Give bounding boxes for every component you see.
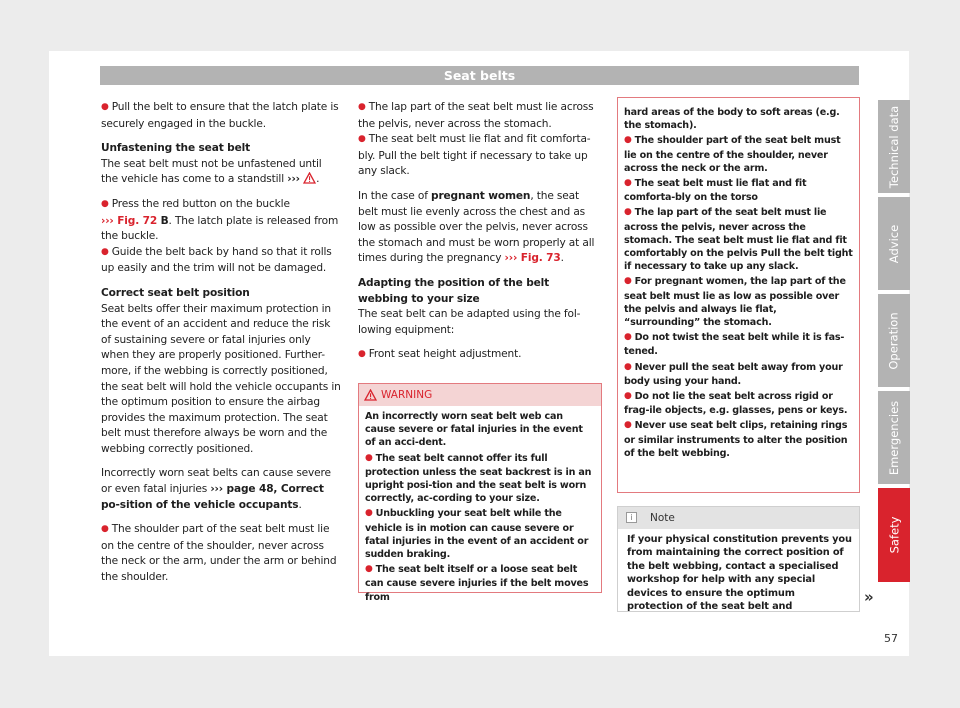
paragraph: In the case of pregnant women, the seat belt must lie evenly across the chest and as low as possible over the pelvis, never across the stomach and must be worn properly at all times during the pregnancy ››› Fig. 73. <box>358 189 595 265</box>
bullet-icon: ● <box>101 198 109 209</box>
bullet-item: ● The lap part of the seat belt must lie across the pelvis, never across the stomach. <box>358 101 594 130</box>
bullet-icon: ● <box>101 102 109 112</box>
bullet-item: ● The lap part of the seat belt must lie across the pelvis, never across the stomach. The seat belt must lie flat and fit comfortably on the pelvis Pull the belt tight if necessary to take up any slack. <box>624 207 853 273</box>
note-icon: i <box>626 512 637 523</box>
tab-technical-data[interactable]: Technical data <box>878 100 910 193</box>
tab-operation[interactable]: Operation <box>878 294 910 387</box>
bullet-icon: ● <box>624 361 632 372</box>
bullet-icon: ● <box>101 246 109 257</box>
paragraph: The seat belt must not be unfastened until the vehicle has come to a standstill ››› . <box>101 157 322 186</box>
bullet-item: ● The seat belt must lie flat and fit comforta-bly. Pull the belt tight if necessary to take up any slack. <box>358 133 591 178</box>
bullet-item: ● The seat belt itself or a loose seat belt can cause severe injuries if the belt moves from <box>365 564 589 603</box>
bullet-icon: ● <box>624 178 632 189</box>
tab-advice[interactable]: Advice <box>878 197 910 290</box>
warning-box <box>358 383 602 603</box>
bullet-item: ● Pull the belt to ensure that the latch plate is securely engaged in the buckle. <box>101 101 339 130</box>
column-2 <box>358 100 600 373</box>
bullet-item: ● For pregnant women, the lap part of the seat belt must lie as low as possible over the pelvis and always lie flat, “surrounding” the stomach. <box>624 276 846 329</box>
bullet-item: ● Do not twist the seat belt while it is fas-tened. <box>624 332 845 358</box>
bullet-icon: ● <box>365 452 373 463</box>
paragraph: Seat belts offer their maximum protection in the event of an accident and reduce the risk of sustaining severe or fatal injuries only when they are properly positioned. Further-more, if the webbing is correctly positioned, the seat belt will hold the vehicle occupants in the optimum position to ensure the airbag provides the maximum protection. The seat belt must therefore always be worn and the webbing correctly positioned. <box>101 302 341 455</box>
bullet-item: ● Front seat height adjustment. <box>358 348 522 361</box>
bullet-icon: ● <box>365 508 373 519</box>
bullet-icon: ● <box>624 332 632 343</box>
warning-header <box>359 384 601 406</box>
tab-emergencies[interactable]: Emergencies <box>878 391 910 484</box>
warning-continued-body: hard areas of the body to soft areas (e.g. the stomach). ● The shoulder part of the seat belt must lie on the centre of the shoulder, never across the neck or the arm. ● The seat belt must lie flat and fit comforta-bly on the torso ● The lap part of the seat belt must lie across the pelvis, never across the stomach. The seat belt must lie flat and fit comfortably on the pelvis Pull the belt tight if necessary to take up any slack. ● For pregnant women, the lap part of the seat belt must lie as low as possible over the pelvis and always lie flat, “surrounding” the stomach. ● Do not twist the seat belt while it is fas-tened. ● Never pull the seat belt away from your body using your hand. ● Do not lie the seat belt across rigid or frag-ile objects, e.g. glasses, pens or keys. ● Never use seat belt clips, retaining rings or similar instruments to alter the position of the belt webbing. <box>624 107 853 459</box>
warning-triangle-icon <box>364 389 377 401</box>
bullet-item: ● The shoulder part of the seat belt must lie on the centre of the shoulder, never across the neck or the arm. <box>624 135 841 174</box>
bullet-item: ● The seat belt must lie flat and fit comforta-bly on the torso <box>624 178 807 204</box>
continue-arrow-icon: » <box>864 588 874 606</box>
fig-link[interactable]: ››› Fig. 72 <box>101 214 158 227</box>
bullet-icon: ● <box>624 276 632 287</box>
paragraph: Incorrectly worn seat belts can cause severe or even fatal injuries ››› page 48, Correct po-sition of the vehicle occupants. <box>101 467 331 511</box>
column-1 <box>101 100 341 595</box>
bullet-item: ● Never pull the seat belt away from your body using your hand. <box>624 361 843 387</box>
warning-body: An incorrectly worn seat belt web can cause severe or fatal injuries in the event of an acci-dent. ● The seat belt cannot offer its full protection unless the seat backrest is in an upright posi-tion and the seat belt is worn correctly, ac-cording to your size. ● Unbuckling your seat belt while the vehicle is in motion can cause severe or fatal injuries in the event of an accident or sudden braking. ● The seat belt itself or a loose seat belt can cause severe injuries if the belt moves from <box>359 406 601 604</box>
fig-link[interactable]: ››› Fig. 73 <box>504 252 561 265</box>
bullet-icon: ● <box>624 135 632 146</box>
bullet-icon: ● <box>358 134 366 145</box>
bullet-item: ● The seat belt cannot offer its full protection unless the seat backrest is in an upright posi-tion and the seat belt is worn correctly, ac-cording to your size. <box>365 452 592 505</box>
note-header <box>618 507 859 529</box>
note-title: Note <box>650 512 675 524</box>
bullet-icon: ● <box>624 391 632 402</box>
bullet-item: ● Never use seat belt clips, retaining rings or similar instruments to alter the position of the belt webbing. <box>624 420 848 459</box>
warning-continued-box <box>617 97 860 493</box>
page-number: 57 <box>884 632 898 645</box>
bullet-item: ● Guide the belt back by hand so that it rolls up easily and the trim will not be damaged. <box>101 245 332 275</box>
subheading: Correct seat belt position <box>101 286 250 299</box>
paragraph: The seat belt can be adapted using the fol-lowing equipment: <box>358 308 581 336</box>
bullet-icon: ● <box>101 524 109 535</box>
bullet-item: ● Do not lie the seat belt across rigid or frag-ile objects, e.g. glasses, pens or keys. <box>624 391 848 417</box>
subheading: Unfastening the seat belt <box>101 142 251 155</box>
bullet-item: ● Unbuckling your seat belt while the vehicle is in motion can cause severe or fatal injuries in the event of an accident or sudden braking. <box>365 508 589 561</box>
bullet-icon: ● <box>358 102 366 112</box>
tab-safety[interactable]: Safety <box>878 488 910 582</box>
bullet-icon: ● <box>624 420 632 431</box>
page-link[interactable]: page 48, Correct po-sition of the vehicle occupants <box>101 483 324 511</box>
note-box <box>617 506 860 612</box>
ref-arrows: ››› <box>287 173 300 186</box>
bullet-item: ● The shoulder part of the seat belt must lie on the centre of the shoulder, never across the neck or the arm, under the arm or behind the shoulder. <box>101 523 337 584</box>
section-header: Seat belts <box>100 66 859 85</box>
bullet-icon: ● <box>358 349 366 360</box>
note-body: If your physical constitution prevents you from maintaining the correct position of the belt webbing, contact a specialised workshop for help with any special devices to ensure the optimum protection of the seat belt and <box>627 534 852 613</box>
bullet-icon: ● <box>624 207 632 218</box>
subheading: Adapting the position of the belt webbing to your size <box>358 276 550 305</box>
warning-triangle-icon <box>303 172 316 184</box>
bullet-icon: ● <box>365 564 373 575</box>
bullet-item: ● Press the red button on the buckle ››› Fig. 72 B. The latch plate is released from the buckle. <box>101 197 339 243</box>
warning-title: WARNING <box>381 389 433 401</box>
